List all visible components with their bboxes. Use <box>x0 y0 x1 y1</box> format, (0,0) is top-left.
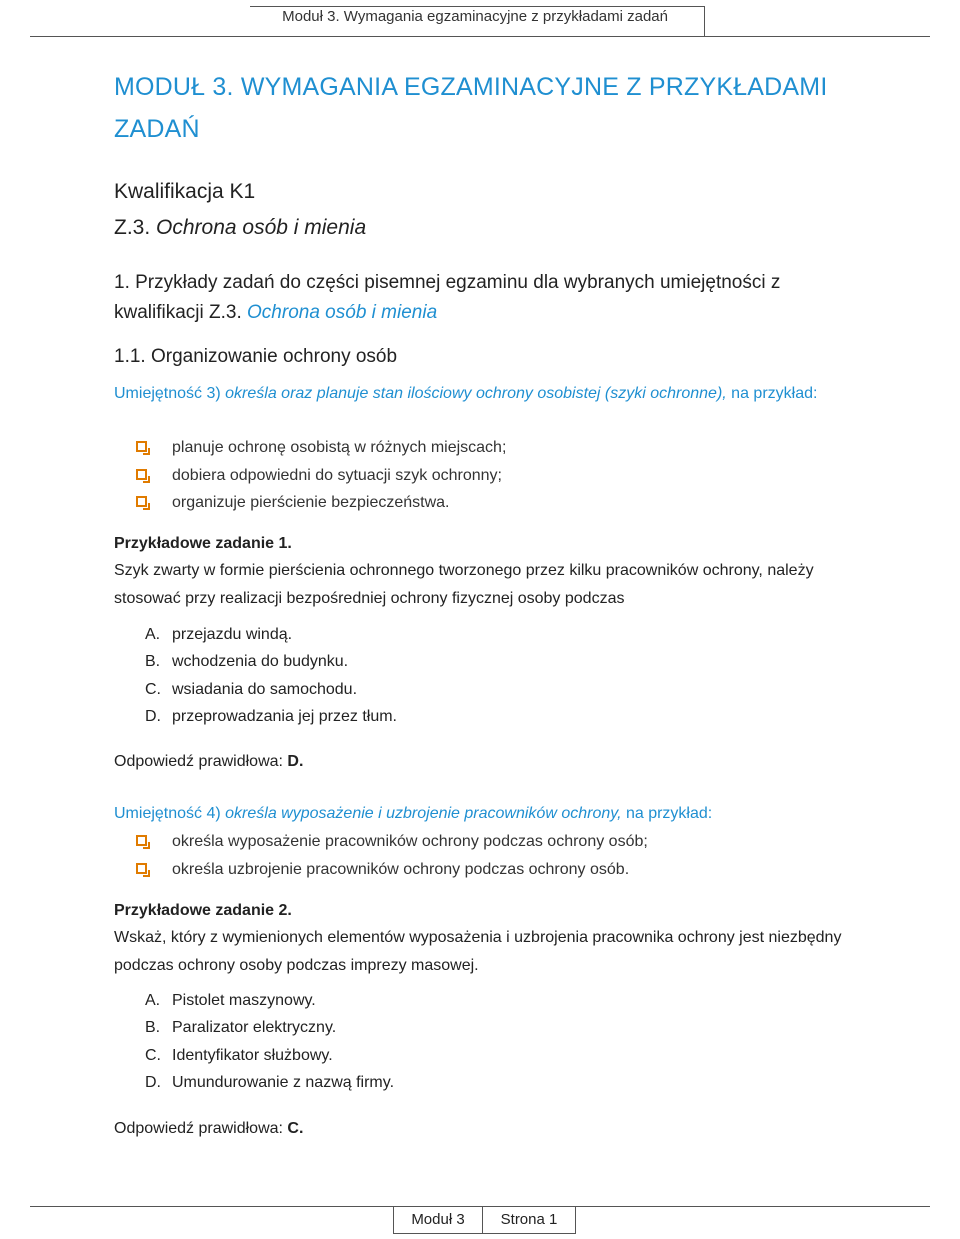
option-letter: B. <box>145 653 161 671</box>
option-letter: D. <box>145 1073 161 1091</box>
option-a <box>145 621 397 648</box>
list-item <box>134 434 506 462</box>
list-item-text: określa uzbrojenie pracowników ochrony podczas ochrony osób. <box>172 860 630 878</box>
answer-label: Odpowiedź prawidłowa: <box>114 753 288 770</box>
checkbox-bullet-icon <box>136 496 147 507</box>
task-1-options <box>145 621 397 730</box>
option-d <box>145 1069 394 1096</box>
skill-4-lead: Umiejętność 4) <box>114 805 226 822</box>
skill-3-bullet-list <box>134 434 506 517</box>
option-letter: A. <box>145 626 161 643</box>
task-1-title: Przykładowe zadanie 1. <box>114 535 292 552</box>
module-title-line1: MODUŁ 3. WYMAGANIA EGZAMINACYJNE Z PRZYKŁADAMI <box>114 73 828 101</box>
option-text: przeprowadzania jej przez tłum. <box>172 707 397 725</box>
answer-value: C. <box>287 1120 304 1137</box>
skill-3-lead: Umiejętność 3) <box>114 385 226 402</box>
skill-4-tail: na przykład: <box>621 805 713 822</box>
task-2-answer <box>114 1120 303 1138</box>
task-2-title: Przykładowe zadanie 2. <box>114 902 292 919</box>
running-header: Moduł 3. Wymagania egzaminacyjne z przykładami zadań <box>282 8 668 25</box>
checkbox-bullet-icon <box>136 469 147 480</box>
footer-page-number: Strona 1 <box>482 1206 576 1234</box>
task-1-question: Szyk zwarty w formie pierścienia ochronnego tworzonego przez kilku pracowników ochrony, należy stosować przy realizacji bezpośredniej ochrony fizycznej osoby podczas <box>114 562 814 607</box>
option-text: Paralizator elektryczny. <box>172 1019 337 1037</box>
subsection-heading: 1.1. Organizowanie ochrony osób <box>114 346 398 367</box>
option-letter: D. <box>145 707 161 725</box>
skill-3-italic: określa oraz planuje stan ilościowy ochrony osobistej (szyki ochronne), <box>225 385 727 402</box>
option-d <box>145 703 397 730</box>
footer-module: Moduł 3 <box>393 1206 483 1234</box>
list-item-text: planuje ochronę osobistą w różnych miejscach; <box>172 439 507 456</box>
option-text: przejazdu windą. <box>172 626 293 643</box>
list-item-text: dobiera odpowiedni do sytuacji szyk ochronny; <box>172 466 502 484</box>
skill-4-description <box>114 800 854 828</box>
checkbox-bullet-icon <box>136 863 147 874</box>
option-a <box>145 987 394 1014</box>
option-text: Umundurowanie z nazwą firmy. <box>172 1073 395 1091</box>
task-2-question: Wskaż, który z wymienionych elementów wyposażenia i uzbrojenia pracownika ochrony jest niezbędny podczas ochrony osoby podczas imprezy masowej. <box>114 929 842 974</box>
option-text: wchodzenia do budynku. <box>172 653 349 671</box>
skill-4-italic: określa wyposażenie i uzbrojenie pracowników ochrony, <box>225 805 622 822</box>
module-title-line2: ZADAŃ <box>114 115 200 143</box>
option-text: wsiadania do samochodu. <box>172 680 358 698</box>
list-item <box>134 462 506 490</box>
section-heading-qualification: Ochrona osób i mienia <box>247 302 438 323</box>
checkbox-bullet-icon <box>136 441 147 452</box>
list-item-text: organizuje pierścienie bezpieczeństwa. <box>172 494 450 511</box>
option-c <box>145 676 397 703</box>
section-heading-text: 1. Przykłady zadań do części pisemnej egzaminu dla wybranych umiejętności z kwalifikacji Z.3. <box>114 272 781 323</box>
option-b <box>145 1014 394 1041</box>
answer-value: D. <box>287 753 304 770</box>
qualification-code: Z.3. <box>114 216 157 239</box>
qualification-name: Ochrona osób i mienia <box>156 216 367 239</box>
task-1-answer <box>114 753 303 771</box>
checkbox-bullet-icon <box>136 835 147 846</box>
list-item <box>134 828 648 856</box>
option-text: Pistolet maszynowy. <box>172 992 316 1009</box>
qualification-code-heading <box>114 216 366 240</box>
qualification-heading: Kwalifikacja K1 <box>114 180 256 203</box>
skill-3-description <box>114 380 854 408</box>
skill-4-bullet-list <box>134 828 648 883</box>
header-rule <box>30 36 930 37</box>
section-heading <box>114 268 874 328</box>
option-letter: C. <box>145 680 161 698</box>
list-item <box>134 489 506 517</box>
option-letter: B. <box>145 1019 161 1037</box>
option-letter: C. <box>145 1046 161 1064</box>
module-title <box>114 66 874 150</box>
option-text: Identyfikator służbowy. <box>172 1046 333 1064</box>
skill-3-tail: na przykład: <box>726 385 818 402</box>
list-item-text: określa wyposażenie pracowników ochrony podczas ochrony osób; <box>172 833 648 850</box>
task-2-options <box>145 987 394 1096</box>
option-c <box>145 1042 394 1069</box>
answer-label: Odpowiedź prawidłowa: <box>114 1120 288 1137</box>
option-b <box>145 648 397 675</box>
option-letter: A. <box>145 992 161 1009</box>
list-item <box>134 856 648 884</box>
